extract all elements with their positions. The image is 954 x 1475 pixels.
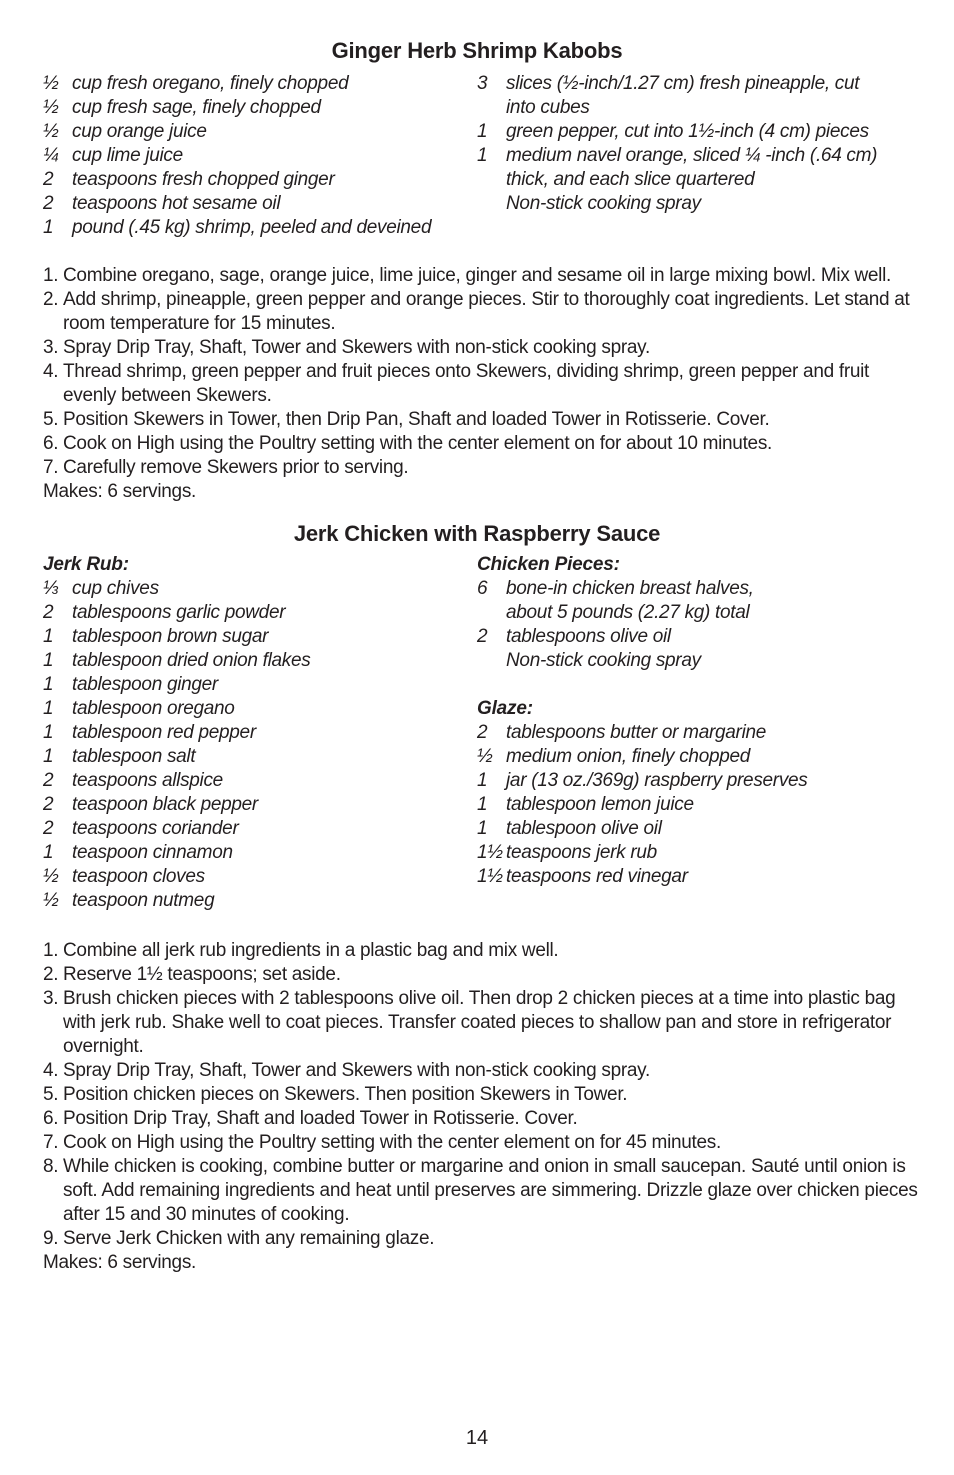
- step-text: Serve Jerk Chicken with any remaining glaze.: [63, 1228, 435, 1249]
- section-heading: Jerk Rub:: [43, 554, 129, 575]
- ingredient-text: tablespoon red pepper: [72, 722, 256, 743]
- ingredient-quantity: 2: [477, 722, 488, 743]
- ingredient-quantity: 3: [477, 73, 488, 94]
- step-item: [43, 1107, 923, 1131]
- ingredient-text: teaspoon cinnamon: [72, 842, 233, 863]
- ingredient-list: [477, 721, 807, 889]
- ingredient-quantity: 1: [477, 818, 488, 839]
- step-item: [43, 336, 923, 360]
- ingredient-text: Non-stick cooking spray: [506, 650, 701, 671]
- ingredient-text: teaspoon black pepper: [72, 794, 258, 815]
- ingredient-item: [477, 625, 807, 649]
- ingredient-item: [477, 96, 877, 120]
- ingredient-text: teaspoon nutmeg: [72, 890, 215, 911]
- ingredient-column: [477, 553, 807, 889]
- ingredient-quantity: 2: [43, 602, 54, 623]
- ingredient-item: [477, 192, 877, 216]
- ingredient-item: [477, 120, 877, 144]
- ingredient-item: [43, 192, 431, 216]
- step-text: Position chicken pieces on Skewers. Then position Skewers in Tower.: [63, 1084, 628, 1105]
- ingredient-quantity: 2: [43, 818, 54, 839]
- ingredient-quantity: [477, 192, 506, 216]
- step-text: Reserve 1½ teaspoons; set aside.: [63, 964, 341, 985]
- ingredient-quantity: ¼: [43, 145, 59, 166]
- ingredient-text: teaspoons hot sesame oil: [72, 193, 281, 214]
- ingredient-quantity: ½: [43, 121, 59, 142]
- ingredient-quantity: 2: [43, 169, 54, 190]
- step-item: [43, 288, 923, 336]
- step-text: Brush chicken pieces with 2 tablespoons olive oil. Then drop 2 chicken pieces at a time into plastic bag with jerk rub. Shake well to coat pieces. Transfer coated pieces to shallow pan and store in refrigerator overnight.: [63, 988, 896, 1057]
- ingredient-text: medium navel orange, sliced ¼ -inch (.64 cm): [506, 145, 878, 166]
- step-number: 7.: [43, 457, 59, 478]
- ingredient-text: tablespoon ginger: [72, 674, 218, 695]
- ingredient-text: medium onion, finely chopped: [506, 746, 751, 767]
- ingredient-quantity: 1½: [477, 866, 503, 887]
- ingredient-item: [43, 673, 310, 697]
- ingredient-quantity: 2: [43, 794, 54, 815]
- ingredient-text: tablespoon oregano: [72, 698, 235, 719]
- ingredient-quantity: [477, 168, 506, 192]
- ingredient-quantity: 1: [477, 145, 488, 166]
- ingredient-text: pound (.45 kg) shrimp, peeled and deveined: [72, 217, 432, 238]
- step-text: While chicken is cooking, combine butter or margarine and onion in small saucepan. Sauté until onion is soft. Add remaining ingredients and heat until preserves are simmering. Drizzle glaze over chicken pieces after 15 and 30 minutes of cooking.: [63, 1156, 918, 1225]
- recipe-title: Ginger Herb Shrimp Kabobs: [331, 38, 623, 63]
- ingredient-text: cup fresh sage, finely chopped: [72, 97, 321, 118]
- ingredient-quantity: ½: [43, 866, 59, 887]
- ingredient-text: tablespoon lemon juice: [506, 794, 694, 815]
- step-number: 1.: [43, 940, 59, 961]
- ingredient-item: [43, 72, 431, 96]
- ingredient-item: [43, 745, 310, 769]
- ingredient-text: cup fresh oregano, finely chopped: [72, 73, 349, 94]
- ingredient-item: [477, 144, 877, 168]
- yield-text: Makes: 6 servings.: [43, 481, 196, 502]
- ingredient-item: [43, 793, 310, 817]
- ingredient-item: [477, 769, 807, 793]
- step-number: 2.: [43, 289, 59, 310]
- step-text: Cook on High using the Poultry setting with the center element on for 45 minutes.: [63, 1132, 721, 1153]
- ingredient-quantity: 1: [43, 217, 54, 238]
- step-item: [43, 963, 923, 987]
- ingredient-quantity: 1: [43, 650, 54, 671]
- ingredient-item: [43, 144, 431, 168]
- step-item: [43, 408, 923, 432]
- step-number: 5.: [43, 1084, 59, 1105]
- ingredient-item: [43, 96, 431, 120]
- ingredient-quantity: [477, 649, 506, 673]
- ingredient-text: teaspoons allspice: [72, 770, 223, 791]
- ingredient-item: [43, 577, 310, 601]
- ingredient-quantity: 1: [43, 674, 54, 695]
- ingredient-quantity: 1: [43, 746, 54, 767]
- ingredient-quantity: 1: [43, 626, 54, 647]
- section-heading: Chicken Pieces:: [477, 554, 620, 575]
- ingredient-text: tablespoon salt: [72, 746, 196, 767]
- ingredient-text: cup chives: [72, 578, 159, 599]
- page-number: 14: [465, 1427, 489, 1449]
- step-number: 6.: [43, 433, 59, 454]
- step-list: [43, 264, 923, 480]
- step-number: 3.: [43, 988, 59, 1009]
- step-text: Thread shrimp, green pepper and fruit pieces onto Skewers, dividing shrimp, green pepper and fruit evenly between Skewers.: [63, 361, 870, 406]
- ingredient-item: [43, 216, 431, 240]
- ingredient-item: [43, 817, 310, 841]
- ingredient-text: bone-in chicken breast halves,: [506, 578, 754, 599]
- instructions: [43, 264, 923, 504]
- ingredient-quantity: ½: [43, 890, 59, 911]
- ingredient-quantity: 2: [43, 193, 54, 214]
- ingredient-text: tablespoons garlic powder: [72, 602, 286, 623]
- step-number: 2.: [43, 964, 59, 985]
- ingredient-item: [43, 889, 310, 913]
- ingredient-quantity: 6: [477, 578, 488, 599]
- step-text: Combine all jerk rub ingredients in a plastic bag and mix well.: [63, 940, 559, 961]
- ingredient-item: [43, 841, 310, 865]
- ingredient-text: teaspoons coriander: [72, 818, 239, 839]
- ingredient-item: [477, 577, 807, 601]
- ingredient-item: [477, 168, 877, 192]
- ingredient-item: [43, 649, 310, 673]
- ingredient-item: [477, 817, 807, 841]
- ingredient-text: into cubes: [506, 97, 590, 118]
- step-item: [43, 1155, 923, 1227]
- ingredient-text: cup lime juice: [72, 145, 183, 166]
- ingredient-item: [477, 721, 807, 745]
- step-text: Spray Drip Tray, Shaft, Tower and Skewers with non-stick cooking spray.: [63, 1060, 650, 1081]
- ingredient-text: teaspoons fresh chopped ginger: [72, 169, 335, 190]
- ingredient-quantity: 1½: [477, 842, 503, 863]
- ingredient-text: about 5 pounds (2.27 kg) total: [506, 602, 750, 623]
- step-item: [43, 987, 923, 1059]
- step-item: [43, 1059, 923, 1083]
- step-list: [43, 939, 923, 1251]
- step-item: [43, 360, 923, 408]
- ingredient-item: [477, 841, 807, 865]
- ingredient-quantity: 2: [477, 626, 488, 647]
- step-number: 4.: [43, 1060, 59, 1081]
- ingredient-text: teaspoons jerk rub: [506, 842, 657, 863]
- ingredient-quantity: 1: [43, 698, 54, 719]
- step-item: [43, 939, 923, 963]
- ingredient-item: [43, 625, 310, 649]
- step-number: 3.: [43, 337, 59, 358]
- ingredient-item: [477, 649, 807, 673]
- ingredient-text: cup orange juice: [72, 121, 207, 142]
- ingredient-text: Non-stick cooking spray: [506, 193, 701, 214]
- ingredient-quantity: 1: [43, 722, 54, 743]
- step-number: 8.: [43, 1156, 59, 1177]
- step-text: Cook on High using the Poultry setting with the center element on for about 10 minutes.: [63, 433, 772, 454]
- ingredient-quantity: 1: [43, 842, 54, 863]
- ingredient-quantity: [477, 96, 506, 120]
- step-item: [43, 1227, 923, 1251]
- ingredient-item: [477, 601, 807, 625]
- ingredient-item: [477, 745, 807, 769]
- ingredient-quantity: [477, 601, 506, 625]
- step-number: 7.: [43, 1132, 59, 1153]
- section-heading: Glaze:: [477, 698, 533, 719]
- recipe-title: Jerk Chicken with Raspberry Sauce: [293, 521, 661, 546]
- ingredient-text: tablespoons butter or margarine: [506, 722, 767, 743]
- ingredient-text: jar (13 oz./369g) raspberry preserves: [506, 770, 808, 791]
- step-item: [43, 1131, 923, 1155]
- ingredient-item: [477, 72, 877, 96]
- ingredient-item: [477, 865, 807, 889]
- ingredient-quantity: ½: [43, 73, 59, 94]
- ingredient-item: [43, 769, 310, 793]
- ingredient-quantity: 2: [43, 770, 54, 791]
- ingredient-item: [43, 721, 310, 745]
- ingredient-item: [43, 697, 310, 721]
- step-number: 1.: [43, 265, 59, 286]
- ingredient-list: [477, 72, 877, 216]
- ingredient-text: tablespoon olive oil: [506, 818, 662, 839]
- yield-text: Makes: 6 servings.: [43, 1252, 196, 1273]
- ingredient-text: thick, and each slice quartered: [506, 169, 755, 190]
- step-text: Position Drip Tray, Shaft and loaded Tower in Rotisserie. Cover.: [63, 1108, 578, 1129]
- step-number: 4.: [43, 361, 59, 382]
- ingredient-quantity: 1: [477, 794, 488, 815]
- step-text: Combine oregano, sage, orange juice, lime juice, ginger and sesame oil in large mixing bowl. Mix well.: [63, 265, 892, 286]
- instructions: [43, 939, 923, 1275]
- ingredient-quantity: 1: [477, 770, 488, 791]
- ingredient-item: [43, 168, 431, 192]
- step-item: [43, 264, 923, 288]
- step-number: 5.: [43, 409, 59, 430]
- ingredient-item: [43, 601, 310, 625]
- ingredient-text: teaspoons red vinegar: [506, 866, 688, 887]
- ingredient-list: [43, 72, 431, 240]
- ingredient-column: [43, 553, 310, 913]
- ingredient-item: [477, 793, 807, 817]
- ingredient-quantity: 1: [477, 121, 488, 142]
- ingredient-text: teaspoon cloves: [72, 866, 205, 887]
- step-number: 9.: [43, 1228, 59, 1249]
- ingredient-list: [43, 577, 310, 913]
- ingredient-quantity: ½: [477, 746, 493, 767]
- step-text: Carefully remove Skewers prior to serving.: [63, 457, 409, 478]
- ingredient-text: tablespoons olive oil: [506, 626, 671, 647]
- step-number: 6.: [43, 1108, 59, 1129]
- step-item: [43, 1083, 923, 1107]
- ingredient-list: [477, 577, 807, 673]
- ingredient-text: slices (½-inch/1.27 cm) fresh pineapple, cut: [506, 73, 860, 94]
- ingredient-text: green pepper, cut into 1½-inch (4 cm) pieces: [506, 121, 869, 142]
- step-text: Position Skewers in Tower, then Drip Pan, Shaft and loaded Tower in Rotisserie. Cover.: [63, 409, 770, 430]
- step-text: Add shrimp, pineapple, green pepper and orange pieces. Stir to thoroughly coat ingredients. Let stand at room temperature for 15 minutes.: [63, 289, 910, 334]
- ingredient-quantity: ⅓: [43, 578, 59, 599]
- step-item: [43, 432, 923, 456]
- step-text: Spray Drip Tray, Shaft, Tower and Skewers with non-stick cooking spray.: [63, 337, 650, 358]
- ingredient-item: [43, 865, 310, 889]
- step-item: [43, 456, 923, 480]
- ingredient-item: [43, 120, 431, 144]
- ingredient-text: tablespoon brown sugar: [72, 626, 269, 647]
- ingredient-quantity: ½: [43, 97, 59, 118]
- ingredient-text: tablespoon dried onion flakes: [72, 650, 311, 671]
